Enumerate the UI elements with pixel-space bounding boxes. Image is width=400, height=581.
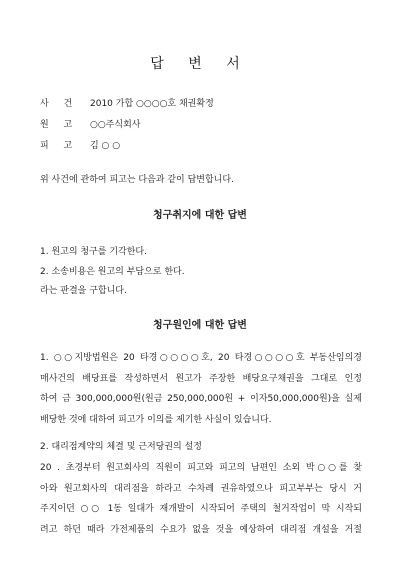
cause-paragraph-2 bbox=[40, 458, 362, 540]
paragraph-line: 1. ○○지방법원은 20 타경○○○○호, 20 타경○○○○호 부동산임의경 bbox=[40, 353, 362, 363]
defendant-label: 피 고 bbox=[40, 141, 79, 151]
paragraph-line: 주지이던 ○○ 1동 일대가 재개발이 시작되어 주택의 철거작업이 막 시작되 bbox=[40, 504, 362, 514]
paragraph-line: 20 . 초경부터 원고회사의 직원이 피고와 피고의 남편인 소외 박○○를 찾 bbox=[40, 463, 362, 473]
intro-text: 위 사건에 관하여 피고는 다음과 같이 답변합니다. bbox=[40, 175, 234, 185]
document-title: 답 변 서 bbox=[150, 56, 250, 72]
claim-item: 2. 소송비용은 원고의 부담으로 한다. bbox=[40, 267, 185, 277]
claim-item: 1. 원고의 청구를 기각한다. bbox=[40, 247, 147, 257]
defendant-value: 김 ○ ○ bbox=[90, 141, 121, 151]
paragraph-line: 하여 금 300,000,000원(원금 250,000,000원 + 이자50,000,000원)을 실제 bbox=[40, 394, 362, 404]
cause-paragraph-1 bbox=[40, 348, 362, 430]
plaintiff-label: 원 고 bbox=[40, 120, 79, 130]
paragraph-line: 려고 하던 때라 가전제품의 수요가 없을 것을 예상하여 대리점 개설을 거절 bbox=[40, 524, 362, 535]
cause-paragraph-2-title: 2. 대리점계약의 체결 및 근저당권의 설정 bbox=[40, 442, 202, 452]
case-label: 사 건 bbox=[40, 99, 79, 109]
cause-section-heading: 청구원인에 대한 답변 bbox=[153, 320, 247, 331]
case-value: 2010 가합 ○○○○호 채권확정 bbox=[90, 99, 214, 109]
paragraph-line: 아와 원고회사의 대리점을 하라고 수차례 권유하였으나 피고부부는 당시 거 bbox=[40, 483, 362, 494]
paragraph-line: 배당한 것에 대하여 피고가 이의를 제기한 사실이 있습니다. bbox=[40, 414, 272, 425]
claim-closing: 라는 판결을 구합니다. bbox=[40, 286, 127, 296]
claim-section-heading: 청구취지에 대한 답변 bbox=[153, 210, 247, 221]
paragraph-line: 매사건의 배당표를 작성하면서 원고가 주장한 배당요구채권을 그대로 인정 bbox=[40, 373, 362, 384]
plaintiff-value: ○○주식회사 bbox=[90, 120, 141, 130]
